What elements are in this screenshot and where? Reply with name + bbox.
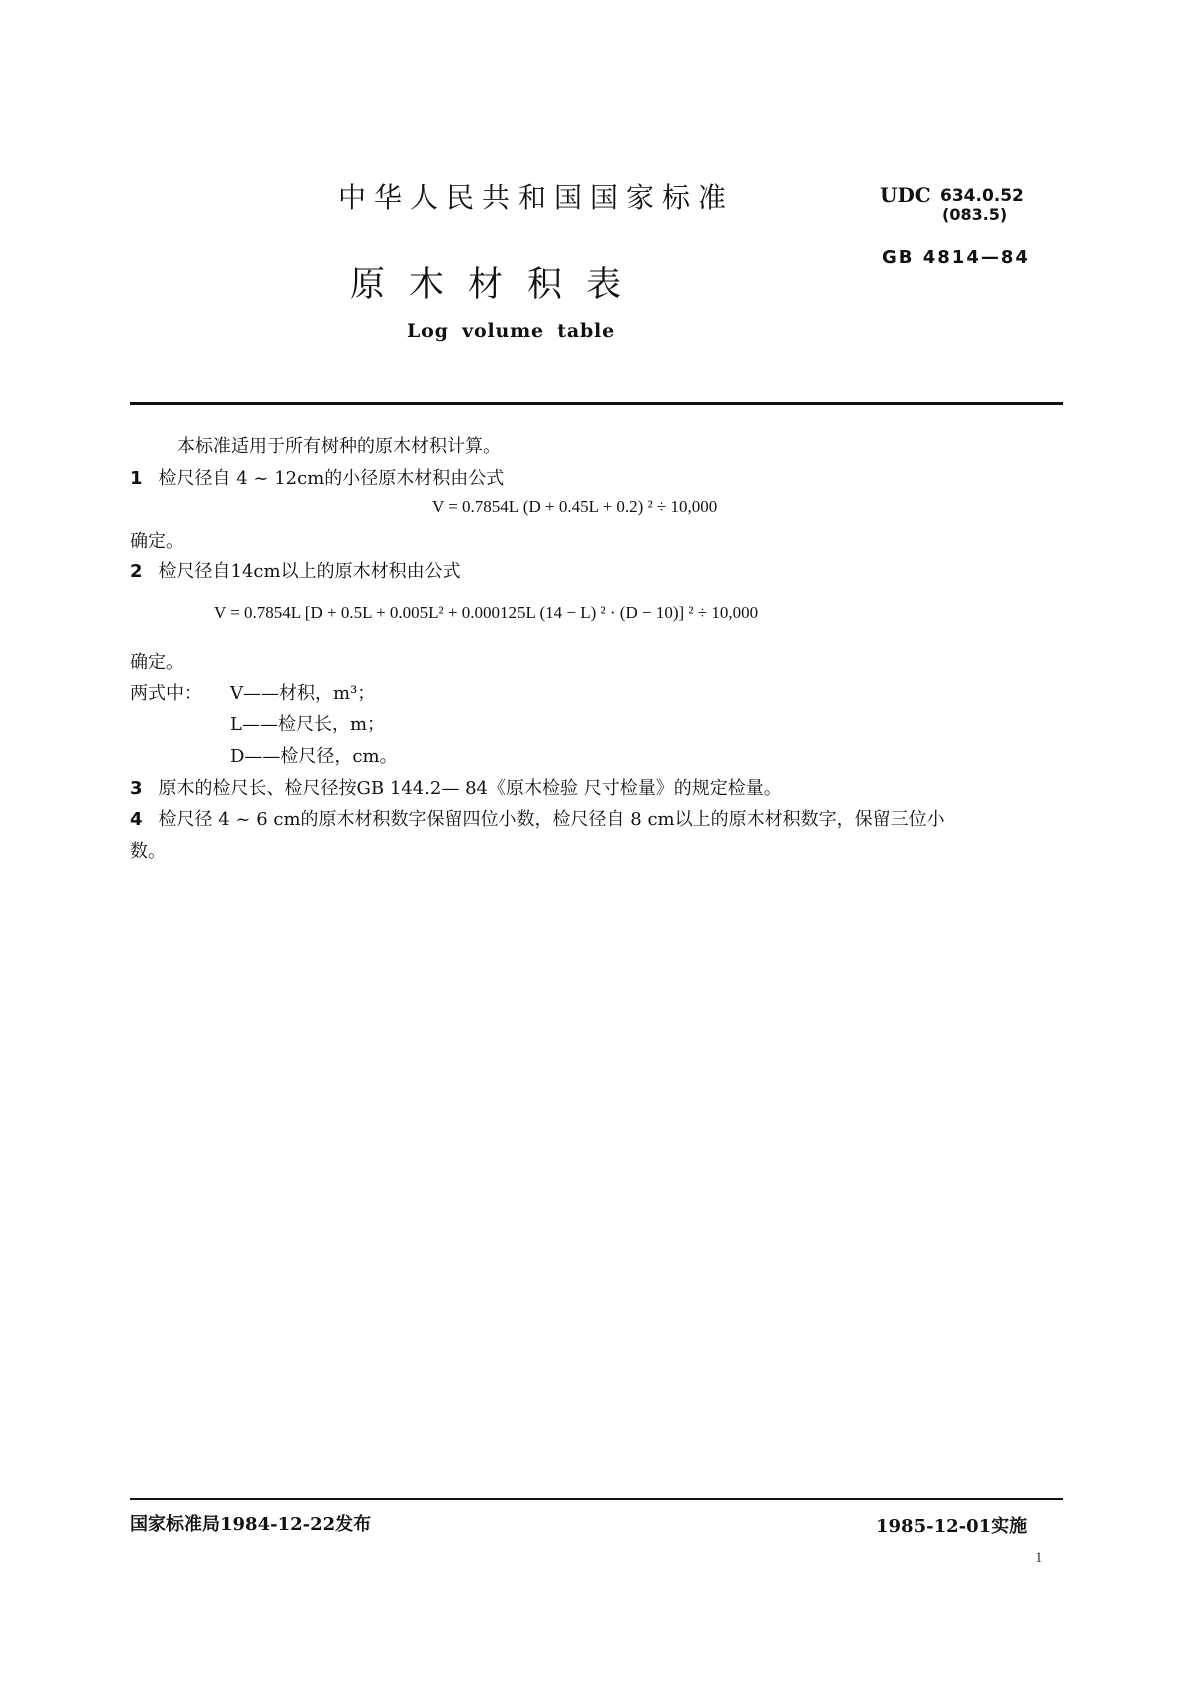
- section-4: [130, 805, 945, 831]
- section-2-conclusion: 确定。: [130, 652, 184, 673]
- formula-1: V = 0.7854L (D + 0.45L + 0.2) ² ÷ 10,000: [432, 497, 718, 516]
- document-title-english: Log volume table: [407, 320, 615, 342]
- udc-sub-code: (083.5): [942, 205, 1008, 224]
- section-1-number: 1: [130, 468, 143, 489]
- effective-date: 1985-12-01实施: [876, 1516, 1028, 1537]
- section-4-continuation: 数。: [130, 841, 166, 862]
- where-label: 两式中：: [130, 683, 202, 704]
- section-1: [130, 464, 504, 490]
- section-3: [130, 774, 782, 800]
- intro-paragraph: 本标准适用于所有树种的原木材积计算。: [177, 436, 501, 457]
- section-2-number: 2: [130, 561, 143, 582]
- issue-date: 国家标准局1984-12-22发布: [130, 1514, 372, 1535]
- bottom-divider: [130, 1498, 1063, 1500]
- variable-d-definition: D——检尺径，cm。: [230, 746, 398, 767]
- udc-label: UDC: [880, 183, 931, 207]
- section-2: [130, 557, 461, 583]
- standard-type-heading: 中华人民共和国国家标准: [338, 181, 735, 214]
- variable-v-definition: V——材积，m³；: [230, 683, 376, 704]
- section-3-number: 3: [130, 778, 143, 799]
- formula-2: V = 0.7854L [D + 0.5L + 0.005L² + 0.000125L (14 − L) ² · (D − 10)] ² ÷ 10,000: [214, 603, 759, 622]
- top-divider: [130, 402, 1063, 405]
- document-title: 原木材积表: [350, 265, 646, 305]
- section-4-text: 检尺径 4 ~ 6 cm的原木材积数字保留四位小数，检尺径自 8 cm以上的原木材积数字，保留三位小: [158, 809, 945, 830]
- section-3-text: 原木的检尺长、检尺径按GB 144.2— 84《原木检验 尺寸检量》的规定检量。: [158, 778, 782, 799]
- section-4-number: 4: [130, 809, 143, 830]
- section-1-text: 检尺径自 4 ~ 12cm的小径原木材积由公式: [158, 468, 505, 489]
- section-1-conclusion: 确定。: [130, 531, 184, 552]
- variable-l-definition: L——检尺长，m；: [230, 714, 386, 735]
- section-2-text: 检尺径自14cm以上的原木材积由公式: [158, 561, 461, 582]
- gb-standard-code: GB 4814—84: [882, 247, 1030, 268]
- udc-code: 634.0.52: [940, 186, 1024, 206]
- page-number: 1: [1035, 1550, 1043, 1566]
